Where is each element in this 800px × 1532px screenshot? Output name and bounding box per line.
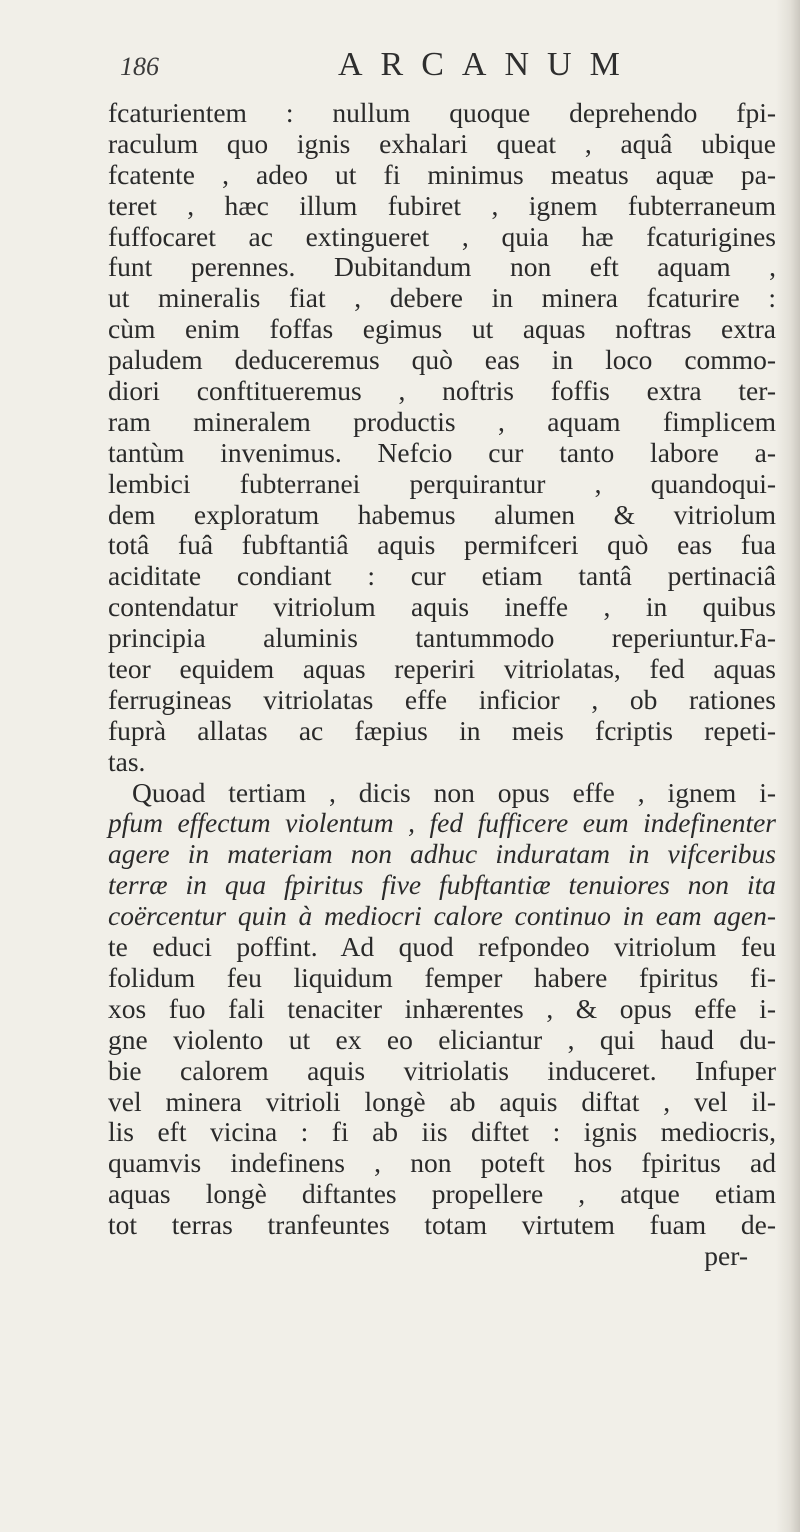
text-line: ferrugineas vitriolatas effe inficior , ob rationes	[108, 683, 776, 715]
page-edge-shadow	[776, 0, 800, 1532]
text-line: teor equidem aquas reperiri vitriolatas, fed aquas	[108, 653, 776, 685]
running-head: ARCANUM	[338, 46, 638, 83]
catchword: per-	[704, 1239, 748, 1271]
text-line: fcaturientem : nullum quoque deprehendo fpi-	[108, 97, 776, 128]
text-line-italic: coërcentur quin à mediocri calore continuo in eam agen-	[108, 900, 776, 932]
text-line: aquas longè diftantes propellere , atque etiam	[108, 1178, 776, 1210]
text-line: tas.	[108, 745, 146, 777]
text-line-italic: terræ in qua fpiritus five fubftantiæ tenuiores non ita	[108, 869, 776, 901]
text-line: funt perennes. Dubitandum non eft aquam ,	[108, 251, 776, 283]
text-line: bie calorem aquis vitriolatis induceret. Infuper	[108, 1054, 776, 1086]
text-line: fuprà allatas ac fæpius in meis fcriptis repeti-	[108, 714, 776, 746]
text-line: raculum quo ignis exhalari queat , aquâ ubique	[108, 127, 776, 159]
text-line: totâ fuâ fubftantiâ aquis permifceri quò eas fua	[108, 529, 776, 561]
text-line: lis eft vicina : fi ab iis diftet : ignis mediocris,	[108, 1116, 776, 1148]
text-line: tot terras tranfeuntes totam virtutem fuam de-	[108, 1209, 776, 1241]
text-line: ut mineralis fiat , debere in minera fcaturire :	[108, 282, 776, 314]
text-line: fuffocaret ac extingueret , quia hæ fcaturigines	[108, 220, 776, 252]
text-line: quamvis indefinens , non poteft hos fpiritus ad	[108, 1147, 776, 1179]
page-header	[0, 46, 800, 96]
text-line: dem exploratum habemus alumen & vitriolum	[108, 498, 776, 530]
text-line-italic: agere in materiam non adhuc induratam in vifceribus	[108, 838, 776, 870]
text-block	[108, 98, 776, 1272]
text-line: cùm enim foffas egimus ut aquas noftras extra	[108, 313, 776, 345]
text-line: te educi poffint. Ad quod refpondeo vitriolum feu	[108, 931, 776, 963]
page-number: 186	[120, 52, 159, 81]
text-line: paludem deduceremus quò eas in loco commo-	[108, 344, 776, 376]
text-line: ram mineralem productis , aquam fimplicem	[108, 405, 776, 437]
text-line-italic: pfum effectum violentum , fed fufficere eum indefinenter	[108, 807, 776, 839]
text-line: fcatente , adeo ut fi minimus meatus aquæ pa-	[108, 158, 776, 190]
text-line: xos fuo fali tenaciter inhærentes , & opus effe i-	[108, 992, 776, 1024]
text-line: lembici fubterranei perquirantur , quandoqui-	[108, 467, 776, 499]
text-line: tantùm invenimus. Nefcio cur tanto labore a-	[108, 436, 776, 468]
text-line: teret , hæc illum fubiret , ignem fubterraneum	[108, 189, 776, 221]
text-line: vel minera vitrioli longè ab aquis diftat , vel il-	[108, 1085, 776, 1117]
text-line: gne violento ut ex eo eliciantur , qui haud du-	[108, 1023, 776, 1055]
text-line: aciditate condiant : cur etiam tantâ pertinaciâ	[108, 560, 776, 592]
text-line: Quoad tertiam , dicis non opus effe , ignem i-	[132, 776, 776, 808]
text-line: contendatur vitriolum aquis ineffe , in quibus	[108, 591, 776, 623]
text-line: principia aluminis tantummodo reperiuntur.Fa-	[108, 622, 776, 654]
text-line: diori conftitueremus , noftris foffis extra ter-	[108, 375, 776, 407]
text-line: folidum feu liquidum femper habere fpiritus fi-	[108, 961, 776, 993]
